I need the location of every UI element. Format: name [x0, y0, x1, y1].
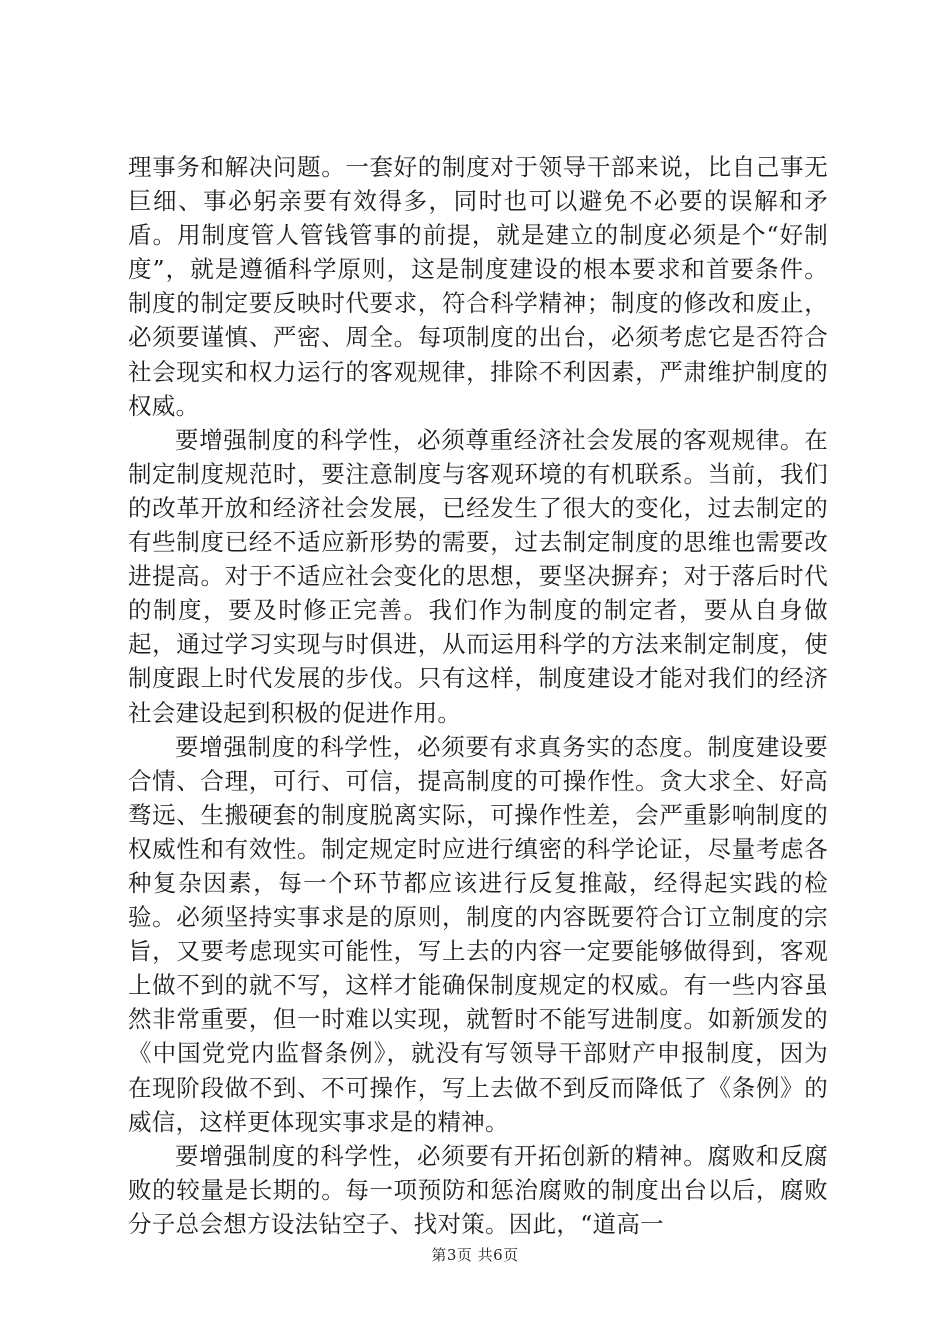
paragraph-objective-laws: 要增强制度的科学性，必须尊重经济社会发展的客观规律。在制定制度规范时，要注意制度与客观环境的有机联系。当前，我们的改革开放和经济社会发展，已经发生了很大的变化，过去制定的有些制度已经不适应新形势的需要，过去制定制度的思维也需要改进提高。对于不适应社会变化的思想，要坚决摒弃；对于落后时代的制度，要及时修正完善。我们作为制度的制定者，要从自身做起，通过学习实现与时俱进，从而运用科学的方法来制定制度，使制度跟上时代发展的步伐。只有这样，制度建设才能对我们的经济社会建设起到积极的促进作用。 — [128, 425, 828, 727]
document-body — [128, 150, 828, 1241]
page-footer: 第3页 共6页 — [431, 1246, 519, 1264]
paragraph-continued: 理事务和解决问题。一套好的制度对于领导干部来说，比自己事无巨细、事必躬亲要有效得多，同时也可以避免不必要的误解和矛盾。用制度管人管钱管事的前提，就是建立的制度必须是个“好制度”，就是遵循科学原则，这是制度建设的根本要求和首要条件。制度的制定要反映时代要求，符合科学精神；制度的修改和废止，必须要谨慎、严密、周全。每项制度的出台，必须考虑它是否符合社会现实和权力运行的客观规律，排除不利因素，严肃维护制度的权威。 — [128, 153, 828, 420]
paragraph-innovation-spirit: 要增强制度的科学性，必须要有开拓创新的精神。腐败和反腐败的较量是长期的。每一项预防和惩治腐败的制度出台以后，腐败分子总会想方设法钻空子、找对策。因此，“道高一 — [128, 1141, 828, 1238]
paragraph-pragmatic-attitude: 要增强制度的科学性，必须要有求真务实的态度。制度建设要合情、合理，可行、可信，提高制度的可操作性。贪大求全、好高骛远、生搬硬套的制度脱离实际，可操作性差，会严重影响制度的权威性和有效性。制定规定时应进行缜密的科学论证，尽量考虑各种复杂因素，每一个环节都应该进行反复推敲，经得起实践的检验。必须坚持实事求是的原则，制度的内容既要符合订立制度的宗旨，又要考虑现实可能性，写上去的内容一定要能够做得到，客观上做不到的就不写，这样才能确保制度规定的权威。有一些内容虽然非常重要，但一时难以实现，就暂时不能写进制度。如新颁发的《中国党党内监督条例》，就没有写领导干部财产申报制度，因为在现阶段做不到、不可操作，写上去做不到反而降低了《条例》的威信，这样更体现实事求是的精神。 — [128, 732, 828, 1136]
